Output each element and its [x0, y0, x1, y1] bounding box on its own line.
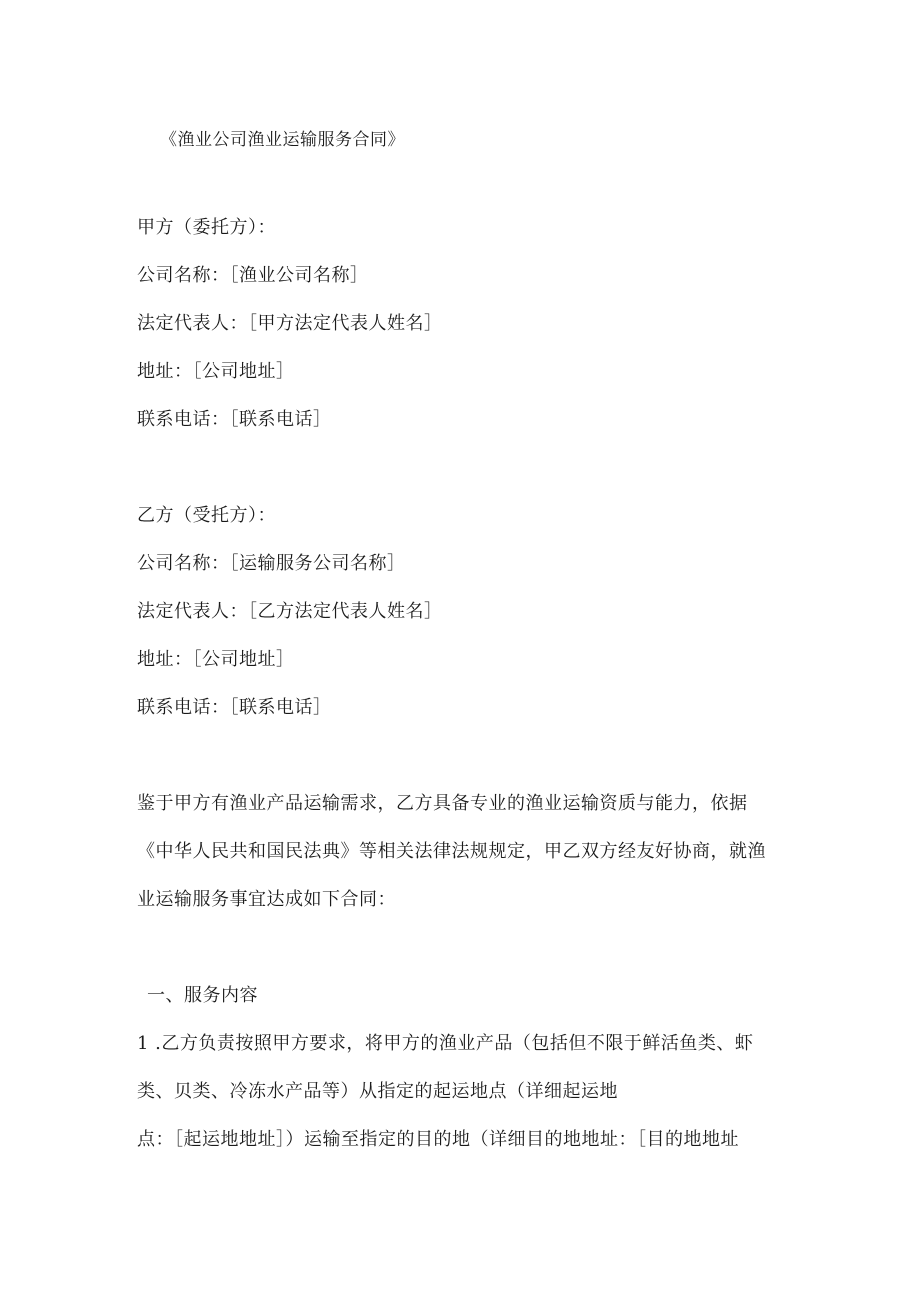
party-b-address: 地址：［公司地址］ — [137, 649, 295, 670]
party-b-company: 公司名称：［运输服务公司名称］ — [137, 553, 406, 574]
party-a-phone: 联系电话：［联系电话］ — [137, 409, 332, 430]
party-a-legal-rep: 法定代表人：［甲方法定代表人姓名］ — [137, 313, 443, 334]
party-b-legal-rep: 法定代表人：［乙方法定代表人姓名］ — [137, 601, 443, 622]
party-a-company: 公司名称：［渔业公司名称］ — [137, 265, 369, 286]
clause-1-line-1: 1 .乙方负责按照甲方要求，将甲方的渔业产品（包括但不限于鲜活鱼类、虾 — [137, 1033, 754, 1054]
party-a-heading: 甲方（委托方）： — [137, 217, 276, 238]
preamble-line-2: 《中华人民共和国民法典》等相关法律法规规定，甲乙双方经友好协商，就渔 — [137, 841, 766, 862]
party-a-address: 地址：［公司地址］ — [137, 361, 295, 382]
preamble-line-3: 业运输服务事宜达成如下合同： — [137, 889, 396, 910]
section-1-heading: 一、服务内容 — [147, 985, 258, 1006]
clause-1-line-2: 类、贝类、冷冻水产品等）从指定的起运地点（详细起运地 — [137, 1081, 618, 1102]
preamble-line-1: 鉴于甲方有渔业产品运输需求，乙方具备专业的渔业运输资质与能力，依据 — [137, 793, 748, 814]
party-b-heading: 乙方（受托方）： — [137, 505, 276, 526]
clause-1-line-3: 点：［起运地地址］）运输至指定的目的地（详细目的地地址：［目的地地址 — [137, 1129, 739, 1150]
party-b-phone: 联系电话：［联系电话］ — [137, 697, 332, 718]
document-title: 《渔业公司渔业运输服务合同》 — [160, 130, 405, 150]
